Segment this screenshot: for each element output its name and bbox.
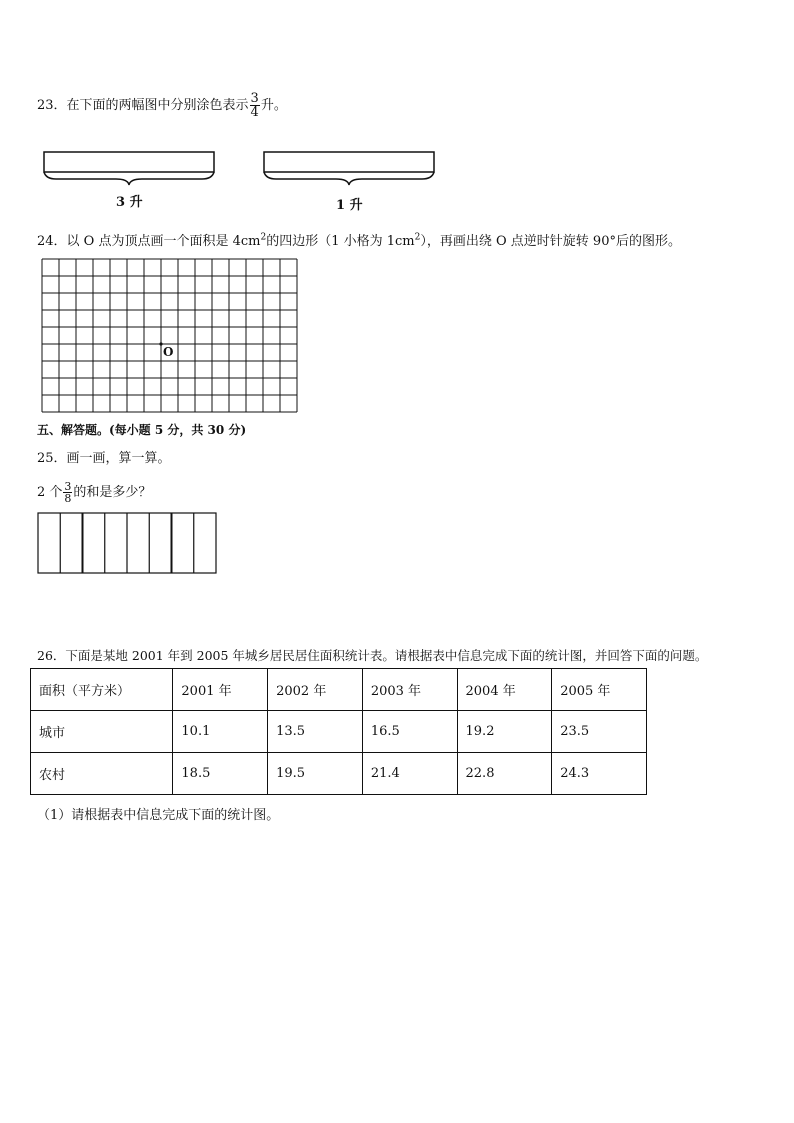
table-cell: 23.5 xyxy=(552,711,647,753)
q26-intro: 26．下面是某地 2001 年到 2005 年城乡居民居住面积统计表。请根据表中信息完成下面的统计图，并回答下面的问题。 xyxy=(37,648,708,663)
q23-text xyxy=(37,92,287,119)
table-header-cell: 2003 年 xyxy=(362,669,457,711)
table-row xyxy=(31,753,647,795)
table-header-row xyxy=(31,669,647,711)
q23-label-left: 3 升 xyxy=(116,195,143,210)
q23-frac-num: 3 xyxy=(250,91,259,106)
table-cell: 19.5 xyxy=(268,753,363,795)
q24-text-b: 的四边形（1 小格为 1cm xyxy=(266,234,415,249)
q24-text-c: ），再画出绕 O 点逆时针旋转 90°后的图形。 xyxy=(420,234,681,249)
q25-frac-den: 8 xyxy=(64,492,72,505)
q23-frac-den: 4 xyxy=(250,105,259,120)
q25-title: 25．画一画，算一算。 xyxy=(37,451,171,466)
table-cell: 18.5 xyxy=(173,753,268,795)
table-header-cell: 2005 年 xyxy=(552,669,647,711)
q25-prefix: 2 个 xyxy=(37,485,63,500)
q23-suffix: 升。 xyxy=(260,98,287,113)
q24-point-label: O xyxy=(163,345,174,359)
q26-sub1: （1）请根据表中信息完成下面的统计图。 xyxy=(37,808,280,823)
table-row xyxy=(31,711,647,753)
q23-bar-left[interactable] xyxy=(44,152,214,172)
q23-label-right: 1 升 xyxy=(336,198,363,213)
q25-suffix: 的和是多少？ xyxy=(73,485,152,500)
q23-bars xyxy=(36,148,446,190)
q23-fraction xyxy=(250,92,260,119)
q23-brace-right xyxy=(264,172,434,185)
table-cell: 10.1 xyxy=(173,711,268,753)
q25-fraction xyxy=(63,481,72,504)
q23-brace-left xyxy=(44,172,214,185)
section5-heading: 五、解答题。(每小题 5 分，共 30 分) xyxy=(37,423,247,437)
q24-text-a: 24．以 O 点为顶点画一个面积是 4cm xyxy=(37,234,261,249)
table-row-label: 城市 xyxy=(31,711,173,753)
table-cell: 16.5 xyxy=(362,711,457,753)
table-cell: 22.8 xyxy=(457,753,552,795)
q25-question xyxy=(37,481,151,504)
table-cell: 19.2 xyxy=(457,711,552,753)
table-header-cell: 面积（平方米） xyxy=(31,669,173,711)
table-cell: 21.4 xyxy=(362,753,457,795)
table-header-cell: 2004 年 xyxy=(457,669,552,711)
q26-data-table xyxy=(30,668,647,795)
q23-prefix: 23．在下面的两幅图中分别涂色表示 xyxy=(37,98,249,113)
q24-sup-b: 2 xyxy=(414,232,421,243)
q23-bar-right[interactable] xyxy=(264,152,434,172)
table-cell: 24.3 xyxy=(552,753,647,795)
table-cell: 13.5 xyxy=(268,711,363,753)
q24-text xyxy=(37,230,681,249)
table-header-cell: 2001 年 xyxy=(173,669,268,711)
table-header-cell: 2002 年 xyxy=(268,669,363,711)
table-row-label: 农村 xyxy=(31,753,173,795)
q25-fraction-strip[interactable] xyxy=(37,512,219,576)
q24-square-grid[interactable] xyxy=(40,257,300,413)
q24-sup-a: 2 xyxy=(260,232,267,243)
q25-frac-num: 3 xyxy=(64,480,72,493)
